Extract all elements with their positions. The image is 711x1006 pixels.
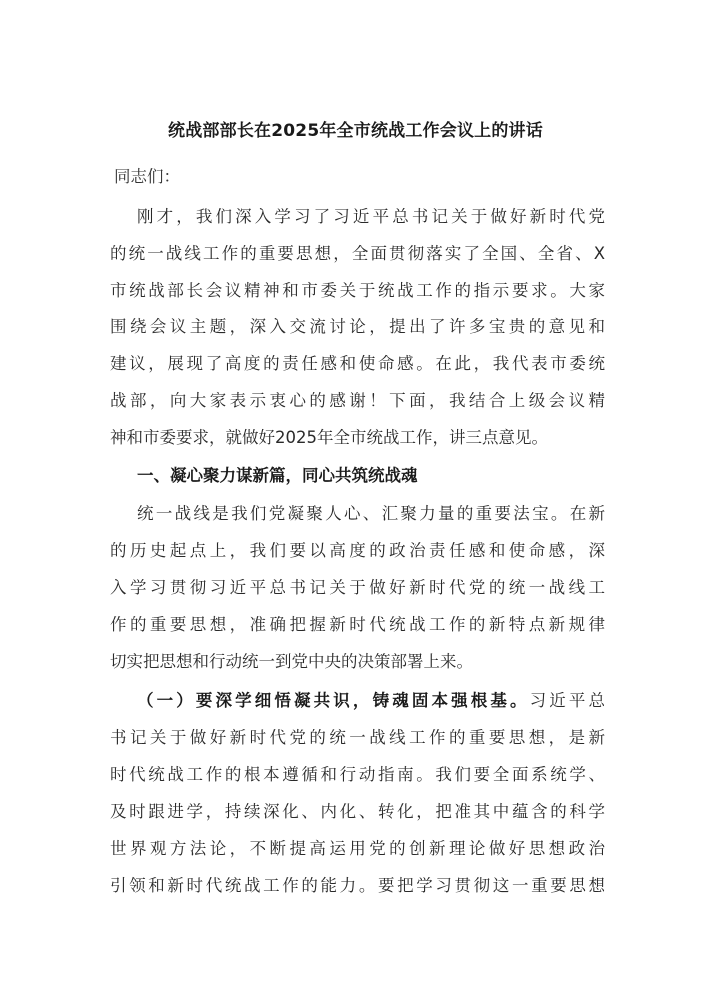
salutation: 同志们： <box>114 167 180 186</box>
paragraph-line: 建议，展现了高度的责任感和使命感。在此，我代表市委统 <box>110 354 605 373</box>
document-title: 统战部部长在2025年全市统战工作会议上的讲话 <box>168 121 543 141</box>
paragraph-line: 市统战部长会议精神和市委关于统战工作的指示要求。大家 <box>110 281 605 300</box>
paragraph-line: 的历史起点上，我们要以高度的政治责任感和使命感，深 <box>110 541 605 560</box>
paragraph-line: 统一战线是我们党凝聚人心、汇聚力量的重要法宝。在新 <box>137 504 605 523</box>
paragraph-line: 及时跟进学，持续深化、内化、转化，把准其中蕴含的科学 <box>110 802 605 821</box>
paragraph-line: 入学习贯彻习近平总书记关于做好新时代党的统一战线工 <box>110 578 605 597</box>
subsection-first-line <box>110 687 605 715</box>
paragraph-line: 神和市委要求，就做好2025年全市统战工作，讲三点意见。 <box>110 428 548 447</box>
paragraph-line: 的统一战线工作的重要思想，全面贯彻落实了全国、全省、X <box>110 244 605 263</box>
paragraph-line: 时代统战工作的根本遵循和行动指南。我们要全面系统学、 <box>110 765 605 784</box>
paragraph-line: 战部，向大家表示衷心的感谢！下面，我结合上级会议精 <box>110 391 605 410</box>
subsection-text: 习近平总 <box>529 691 606 710</box>
paragraph-line: 书记关于做好新时代党的统一战线工作的重要思想，是新 <box>110 728 605 747</box>
subsection-heading: （一）要深学细悟凝共识，铸魂固本强根基。 <box>137 691 530 710</box>
section-heading: 一、凝心聚力谋新篇，同心共筑统战魂 <box>137 466 418 485</box>
paragraph-line: 作的重要思想，准确把握新时代统战工作的新特点新规律 <box>110 615 605 634</box>
paragraph-line: 世界观方法论，不断提高运用党的创新理论做好思想政治 <box>110 839 605 858</box>
paragraph-line: 围绕会议主题，深入交流讨论，提出了许多宝贵的意见和 <box>110 317 605 336</box>
paragraph-line: 刚才，我们深入学习了习近平总书记关于做好新时代党 <box>137 207 605 226</box>
paragraph-line: 引领和新时代统战工作的能力。要把学习贯彻这一重要思想 <box>110 876 605 895</box>
paragraph-line: 切实把思想和行动统一到党中央的决策部署上来。 <box>110 652 473 671</box>
